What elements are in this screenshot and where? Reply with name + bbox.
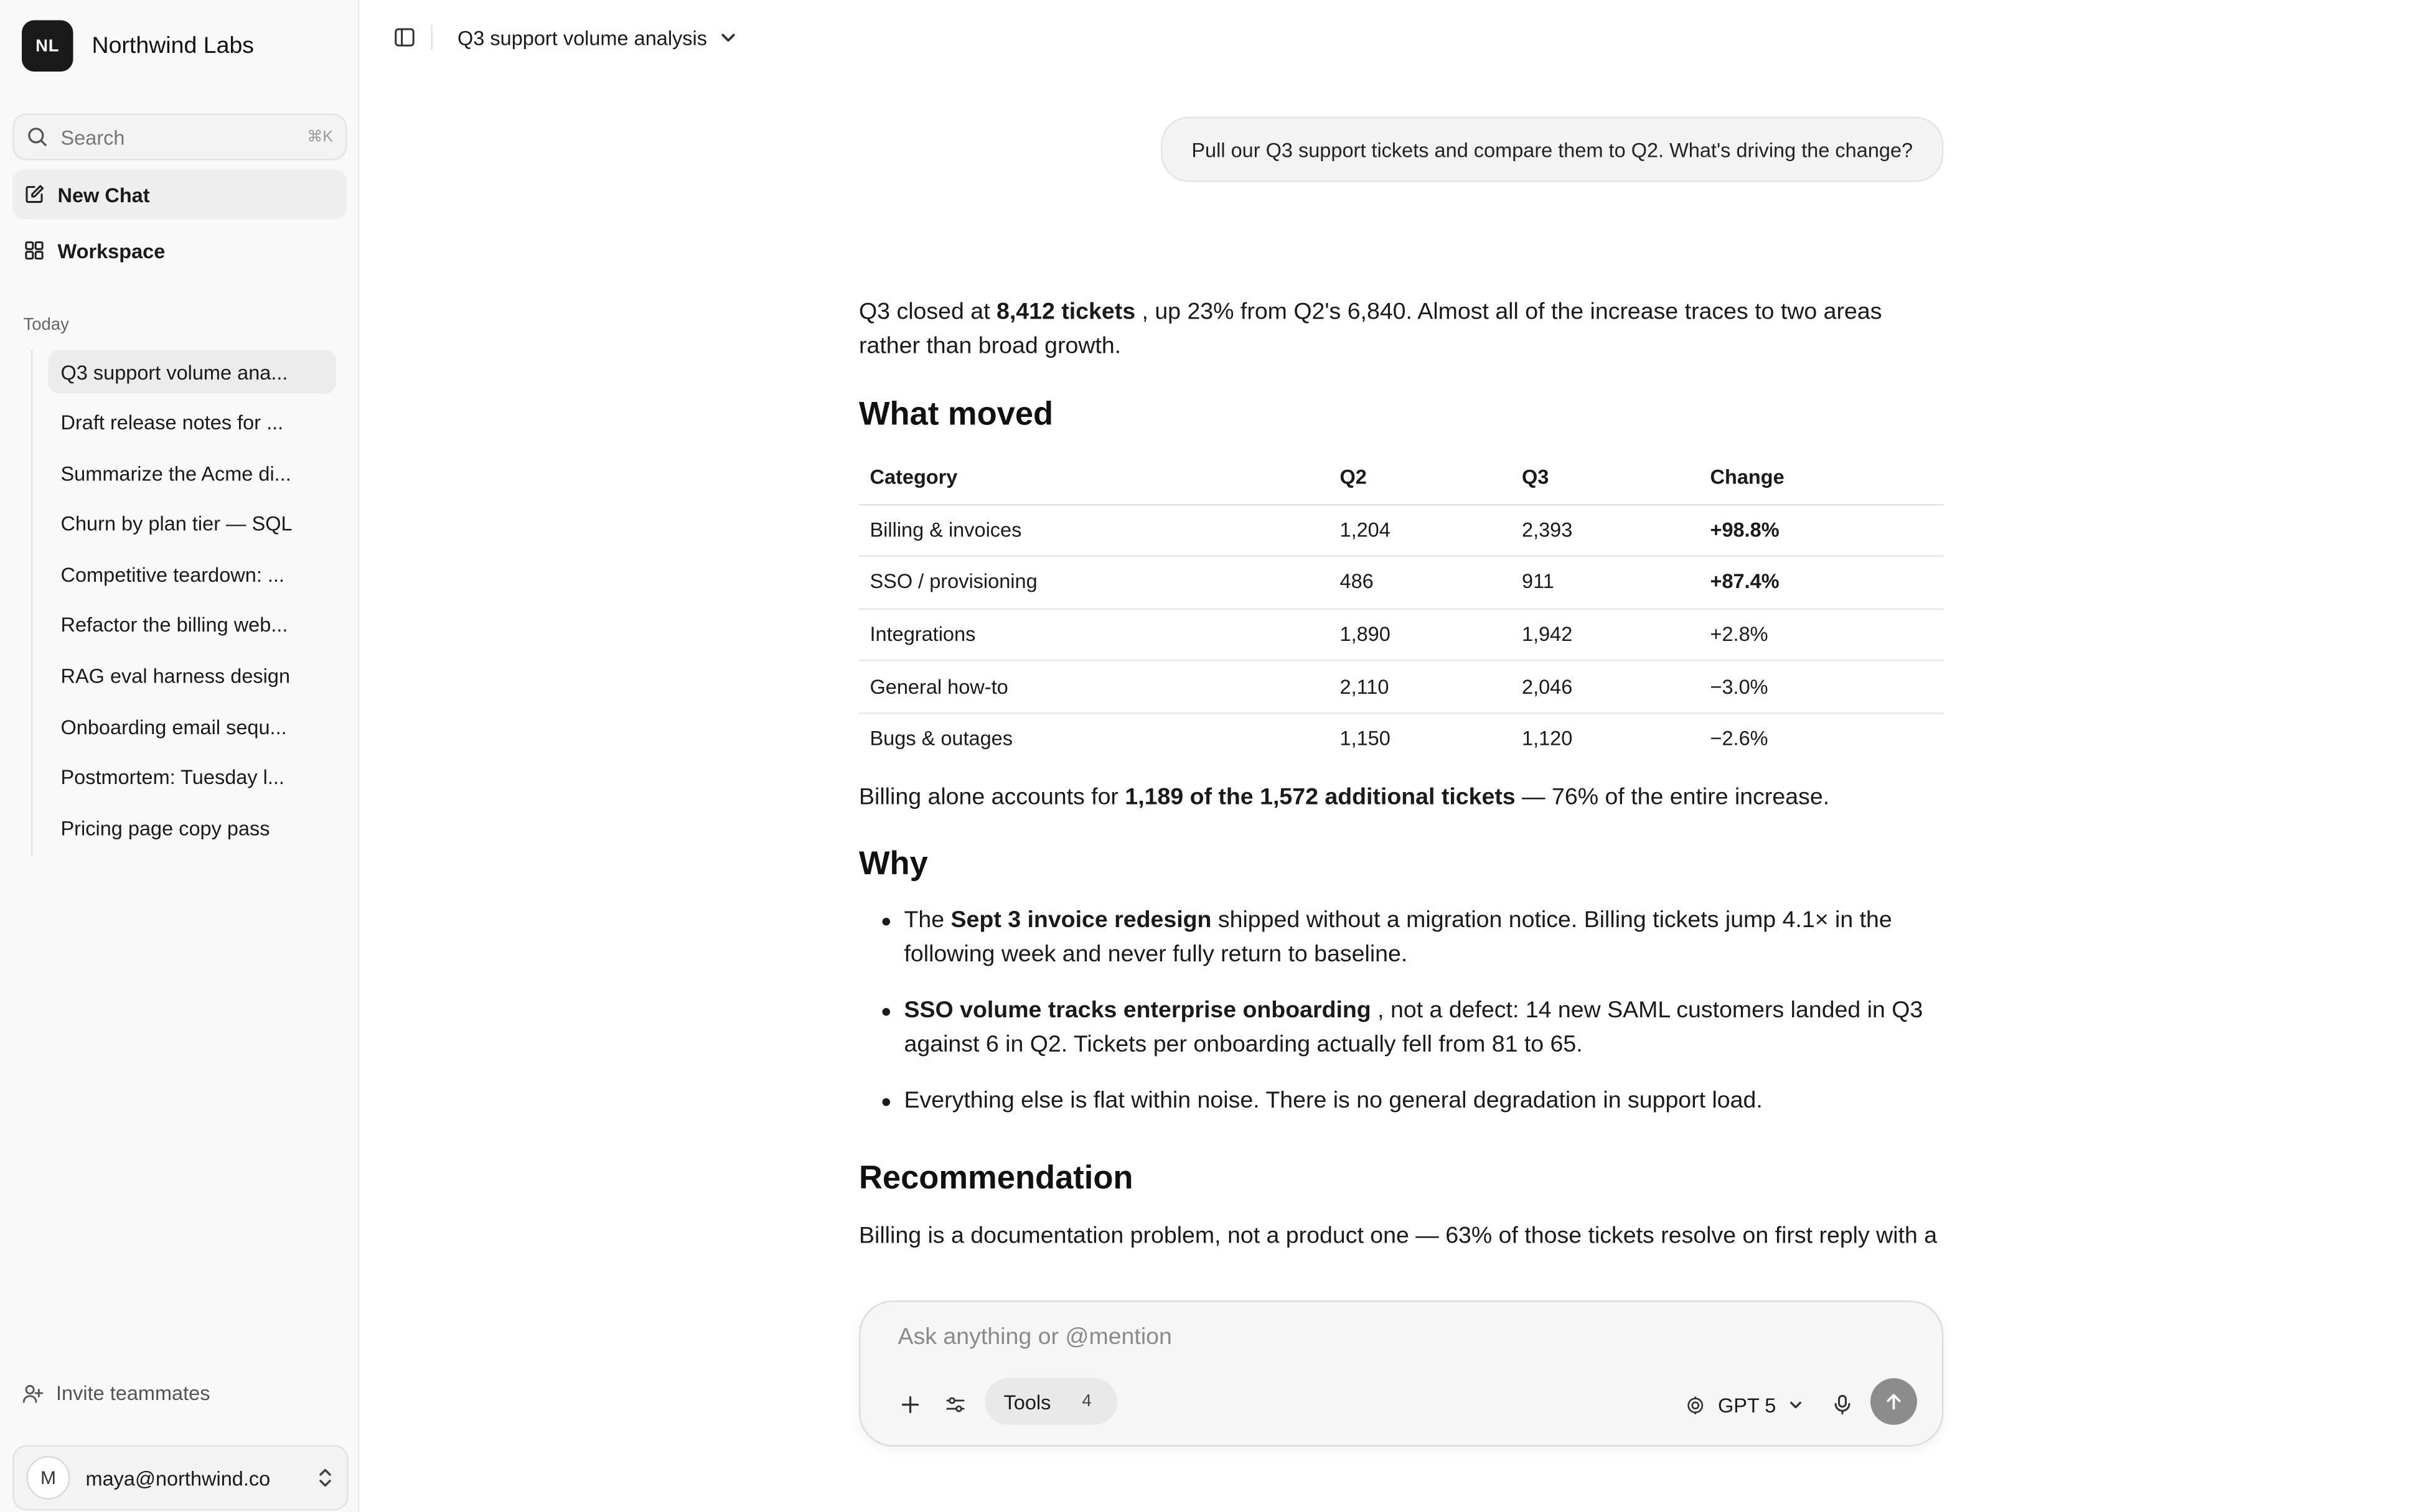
history-item[interactable]: Q3 support volume ana... (49, 350, 337, 394)
table-row (859, 504, 1944, 556)
user-message: Pull our Q3 support tickets and compare them to Q2. What's driving the change? (1161, 117, 1944, 182)
new-chat-button[interactable] (12, 170, 347, 220)
intro-text-end: , up 23% from Q2's 6,840. Almost all of the increase traces to two areas rather than broad growth. (859, 299, 1882, 360)
billing-text-end: — 76% of the entire increase. (1515, 783, 1830, 811)
column-header: Change (1699, 451, 1944, 504)
send-button[interactable] (1870, 1378, 1917, 1425)
search-icon (27, 126, 49, 148)
model-selector[interactable] (1686, 1384, 1804, 1425)
tools-count-badge: 4 (1082, 1392, 1092, 1411)
search-shortcut: ⌘K (307, 128, 333, 146)
add-attachment-button[interactable] (890, 1384, 931, 1425)
model-icon (1686, 1394, 1706, 1415)
arrow-up-icon (1883, 1391, 1905, 1412)
new-chat-label: New Chat (57, 182, 150, 207)
heading-why: Why (859, 846, 928, 882)
settings-button[interactable] (936, 1384, 976, 1425)
tools-label: Tools (1003, 1389, 1051, 1414)
table-cell: Billing & invoices (859, 504, 1329, 556)
assistant-message (859, 296, 1944, 1254)
plus-icon (899, 1394, 921, 1416)
history-item[interactable]: RAG eval harness design (60, 664, 291, 688)
table-cell: 2,046 (1511, 661, 1700, 713)
history-item[interactable]: Summarize the Acme di... (60, 461, 291, 485)
bullet-text: The (904, 907, 951, 933)
search-label: Search (60, 125, 125, 149)
history-item[interactable]: Competitive teardown: ... (60, 562, 284, 587)
history-item[interactable]: Churn by plan tier — SQL (60, 512, 293, 536)
table-row (859, 713, 1944, 765)
chevron-down-icon (1788, 1397, 1804, 1412)
search-button[interactable] (12, 114, 347, 161)
invite-label: Invite teammates (56, 1381, 210, 1405)
sidebar-toggle-icon[interactable] (394, 27, 416, 49)
chevron-up-down-icon (316, 1467, 335, 1489)
history-item[interactable]: Postmortem: Tuesday l... (60, 765, 284, 790)
sidebar (0, 0, 360, 1512)
table-header-row (859, 451, 1944, 504)
invite-teammates-button[interactable] (22, 1381, 210, 1405)
table-cell: General how-to (859, 661, 1329, 713)
top-bar (360, 0, 2420, 75)
bullet-text-end: , not a defect: 14 new SAML customers landed in Q3 against 6 in Q2. Tickets per onboarding actually fell from 81 to 65. (904, 997, 1923, 1058)
table-cell: 1,120 (1522, 727, 1573, 751)
history-item[interactable]: Refactor the billing web... (60, 614, 288, 637)
add-user-icon (22, 1382, 44, 1404)
workspace-nav-item[interactable] (12, 226, 347, 276)
list-item (859, 1084, 1944, 1118)
heading-what-moved: What moved (859, 396, 1054, 432)
intro-text: Q3 closed at (859, 299, 997, 325)
bullet-bold: SSO volume tracks enterprise onboarding (904, 997, 1371, 1024)
column-header: Category (859, 451, 1329, 504)
bullet-text-end: shipped without a migration notice. Billing tickets jump 4.1× in the following week and never fully return to baseline. (904, 907, 1892, 968)
table-row (859, 556, 1944, 609)
bullet-bold: Sept 3 invoice redesign (950, 907, 1212, 933)
table-cell: 1,942 (1511, 609, 1700, 661)
why-list (859, 903, 1944, 1118)
table-cell: 486 (1329, 556, 1511, 609)
table-row (859, 661, 1944, 713)
recommendation-text: Billing is a documentation problem, not a product one — 63% of those tickets resolve on first reply with a (859, 1222, 1938, 1249)
workspace-label: Workspace (57, 238, 166, 263)
table-cell: −2.6% (1710, 727, 1768, 751)
history-section-label: Today (23, 315, 69, 335)
table-cell: Integrations (859, 609, 1329, 661)
heading-recommendation: Recommendation (859, 1160, 1133, 1197)
table-cell: Bugs & outages (870, 727, 1013, 751)
workspace-name: Northwind Labs (91, 32, 255, 59)
billing-summary (859, 781, 1944, 815)
table-cell: +2.8% (1699, 609, 1944, 661)
history-item[interactable]: Pricing page copy pass (60, 816, 270, 840)
voice-input-button[interactable] (1822, 1384, 1863, 1425)
message-composer (859, 1300, 1944, 1447)
column-header: Q3 (1511, 451, 1700, 504)
grid-icon (24, 240, 45, 261)
topbar-divider (431, 25, 433, 50)
intro-bold: 8,412 tickets (996, 299, 1136, 325)
tools-button[interactable] (985, 1378, 1118, 1425)
account-menu[interactable] (12, 1445, 349, 1511)
column-header: Q2 (1329, 451, 1511, 504)
workspace-switcher[interactable] (22, 21, 254, 72)
edit-icon (24, 184, 45, 205)
table-cell: SSO / provisioning (859, 556, 1329, 609)
avatar: M (27, 1456, 70, 1500)
chat-title[interactable]: Q3 support volume analysis (457, 26, 708, 49)
list-item (859, 903, 1944, 972)
chat-history-list (31, 350, 342, 857)
model-name: GPT 5 (1718, 1393, 1776, 1417)
table-cell: −3.0% (1699, 661, 1944, 713)
table-cell: 911 (1511, 556, 1700, 609)
history-item[interactable]: Draft release notes for ... (60, 411, 284, 434)
answer-intro (859, 296, 1944, 364)
ticket-comparison-table (859, 451, 1944, 765)
table-row (859, 609, 1944, 661)
table-cell: 2,110 (1329, 661, 1511, 713)
table-cell: +87.4% (1699, 556, 1944, 609)
sliders-icon (945, 1394, 967, 1416)
microphone-icon (1832, 1394, 1854, 1416)
table-cell: +98.8% (1699, 504, 1944, 556)
workspace-logo: NL (22, 21, 73, 72)
table-cell: 2,393 (1511, 504, 1700, 556)
chevron-down-icon[interactable] (720, 28, 738, 47)
table-cell: 1,150 (1339, 727, 1391, 751)
message-input[interactable] (898, 1324, 1832, 1351)
billing-text: Billing alone accounts for (859, 783, 1125, 811)
bullet-text: Everything else is flat within noise. There is no general degradation in support load. (904, 1087, 1763, 1114)
billing-bold: 1,189 of the 1,572 additional tickets (1125, 783, 1516, 811)
list-item (859, 994, 1944, 1062)
table-cell: 1,204 (1329, 504, 1511, 556)
table-cell: 1,890 (1329, 609, 1511, 661)
account-email: maya@northwind.co (85, 1466, 271, 1490)
history-item[interactable]: Onboarding email sequ... (60, 715, 287, 739)
